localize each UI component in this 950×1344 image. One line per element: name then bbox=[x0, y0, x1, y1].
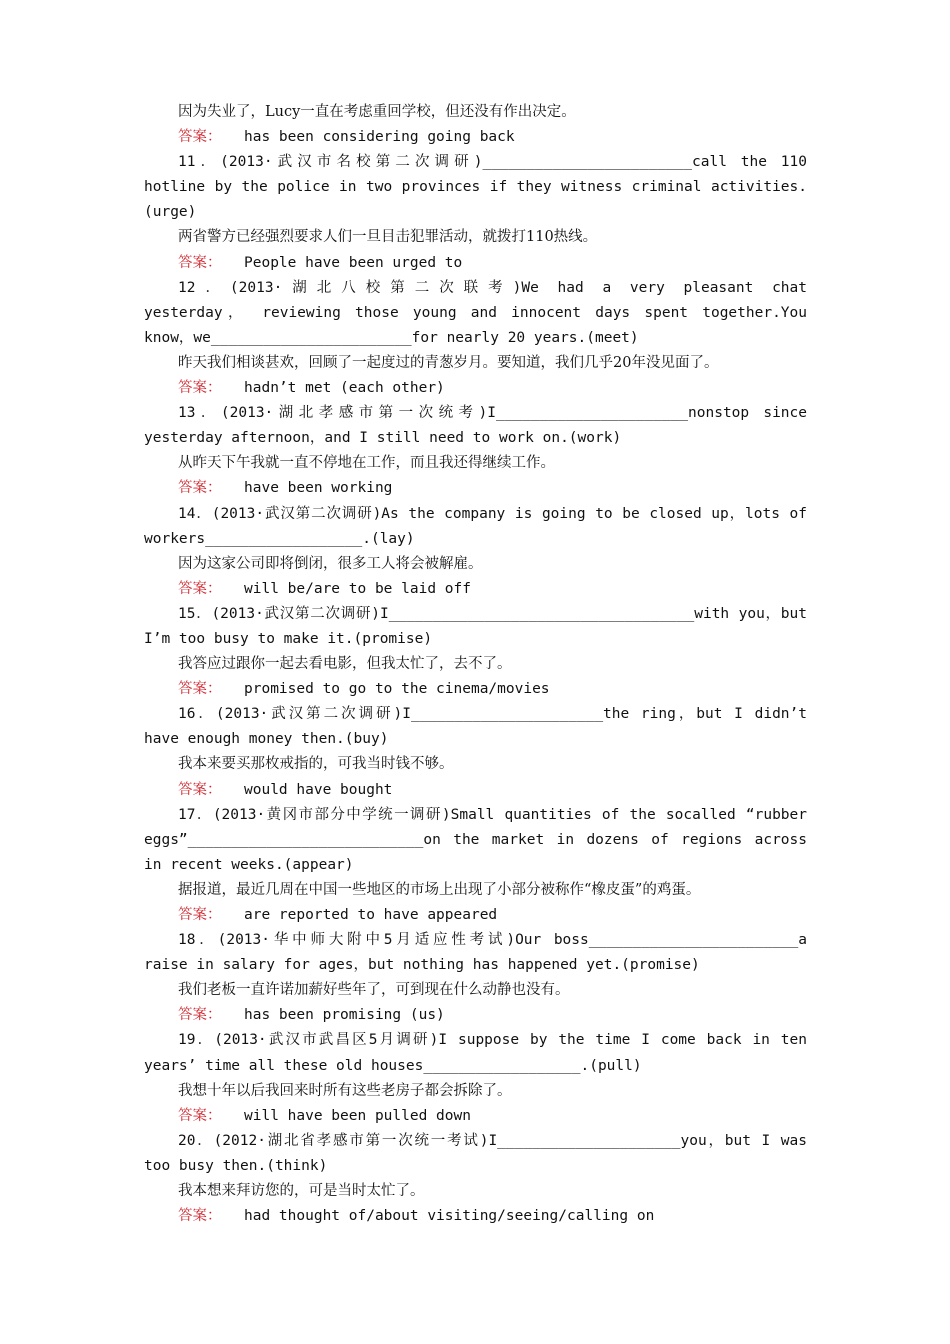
text-line: yesterday afternoon，and I still need to work on.(work) bbox=[144, 430, 622, 447]
translation-line: 我本想来拜访您的，可是当时太忙了。 bbox=[178, 1183, 425, 1200]
answer-label: 答案： bbox=[178, 380, 222, 397]
answer-text: have been working bbox=[244, 480, 393, 497]
text-line: workers__________________.(lay) bbox=[144, 530, 415, 547]
answer-line bbox=[144, 677, 807, 702]
translation-line: 因为这家公司即将倒闭，很多工人将会被解雇。 bbox=[178, 555, 483, 572]
answer-label: 答案： bbox=[178, 907, 222, 923]
answer-line bbox=[144, 251, 807, 276]
translation-line: 我答应过跟你一起去看电影，但我太忙了，去不了。 bbox=[178, 656, 512, 673]
answer-label: 答案： bbox=[178, 1007, 222, 1024]
translation-line: 因为失业了，Lucy一直在考虑重回学校，但还没有作出决定。 bbox=[178, 104, 576, 120]
question-line: 14．(2013·武汉第二次调研)As the company is going to be closed up，lots of bbox=[178, 505, 807, 522]
question-line: 19．(2013·武汉市武昌区5月调研)I suppose by the time I come back in ten bbox=[178, 1032, 807, 1049]
translation-line: 据报道，最近几周在中国一些地区的市场上出现了小部分被称作“橡皮蛋”的鸡蛋。 bbox=[178, 881, 701, 898]
answer-text: has been considering going back bbox=[244, 129, 515, 146]
answer-line bbox=[144, 376, 807, 401]
answer-text: had thought of/about visiting/seeing/calling on bbox=[244, 1208, 655, 1225]
answer-line bbox=[144, 125, 807, 150]
answer-line bbox=[144, 577, 807, 602]
translation-line: 从昨天下午我就一直不停地在工作，而且我还得继续工作。 bbox=[178, 455, 555, 472]
answer-line bbox=[144, 778, 807, 803]
answer-label: 答案： bbox=[178, 1208, 222, 1225]
translation-line: 我们老板一直许诺加薪好些年了，可到现在什么动静也没有。 bbox=[178, 982, 570, 999]
continuation-line: eggs”___________________________on the market in dozens of regions across bbox=[144, 831, 807, 848]
question-line: 15．(2013·武汉第二次调研)I___________________________________with you，but bbox=[178, 605, 807, 622]
question-line: 16．(2013·武汉第二次调研)I______________________the ring，but I didn’t bbox=[178, 706, 807, 723]
text-line: in recent weeks.(appear) bbox=[144, 856, 354, 873]
text-line: too busy then.(think) bbox=[144, 1157, 328, 1174]
question-line: 12．(2013·湖北八校第二次联考)We had a very pleasant chat bbox=[178, 279, 807, 296]
answer-line bbox=[144, 1204, 807, 1229]
question-line: 17．(2013·黄冈市部分中学统一调研)Small quantities of the socalled “rubber bbox=[178, 806, 807, 823]
answer-line bbox=[144, 1104, 807, 1129]
text-line: years’ time all these old houses__________________.(pull) bbox=[144, 1057, 642, 1074]
question-line: 13．(2013·湖北孝感市第一次统考)I______________________nonstop since bbox=[178, 405, 807, 422]
answer-text: People have been urged to bbox=[244, 254, 463, 271]
answer-label: 答案： bbox=[178, 480, 222, 497]
answer-label: 答案： bbox=[178, 681, 222, 698]
question-line: 11．(2013·武汉市名校第二次调研)________________________call the 110 bbox=[178, 154, 807, 171]
document-page bbox=[144, 100, 807, 1229]
answer-text: has been promising (us) bbox=[244, 1007, 445, 1024]
answer-text: would have bought bbox=[244, 781, 393, 798]
translation-line: 我本来要买那枚戒指的，可我当时钱不够。 bbox=[178, 756, 454, 773]
answer-label: 答案： bbox=[178, 580, 222, 597]
translation-line: 我想十年以后我回来时所有这些老房子都会拆除了。 bbox=[178, 1082, 512, 1099]
answer-text: are reported to have appeared bbox=[244, 907, 498, 923]
answer-text: will have been pulled down bbox=[244, 1107, 471, 1124]
text-line: (urge) bbox=[144, 204, 197, 221]
answer-label: 答案： bbox=[178, 1107, 222, 1124]
text-line: I’m too busy to make it.(promise) bbox=[144, 630, 433, 647]
answer-label: 答案： bbox=[178, 781, 222, 798]
continuation-line: yesterday， reviewing those young and innocent days spent together.You bbox=[144, 304, 807, 321]
answer-label: 答案： bbox=[178, 129, 222, 146]
question-line: 18．(2013·华中师大附中5月适应性考试)Our boss________________________a bbox=[178, 932, 807, 949]
answer-text: hadn’t met (each other) bbox=[244, 380, 445, 397]
answer-line bbox=[144, 476, 807, 501]
answer-text: will be/are to be laid off bbox=[244, 580, 471, 597]
answer-line bbox=[144, 1003, 807, 1028]
translation-line: 两省警方已经强烈要求人们一旦目击犯罪活动，就拨打110热线。 bbox=[178, 229, 598, 246]
text-line: know，we_______________________for nearly 20 years.(meet) bbox=[144, 329, 639, 346]
question-line: 20．(2012·湖北省孝感市第一次统一考试)I_____________________you，but I was bbox=[178, 1132, 807, 1149]
continuation-line: hotline by the police in two provinces if they witness criminal activities. bbox=[144, 179, 807, 196]
answer-line bbox=[144, 903, 807, 928]
translation-line: 昨天我们相谈甚欢，回顾了一起度过的青葱岁月。要知道，我们几乎20年没见面了。 bbox=[178, 354, 719, 371]
text-line: raise in salary for ages，but nothing has happened yet.(promise) bbox=[144, 957, 700, 974]
answer-text: promised to go to the cinema/movies bbox=[244, 681, 550, 698]
text-line: have enough money then.(buy) bbox=[144, 731, 389, 748]
answer-label: 答案： bbox=[178, 254, 222, 271]
